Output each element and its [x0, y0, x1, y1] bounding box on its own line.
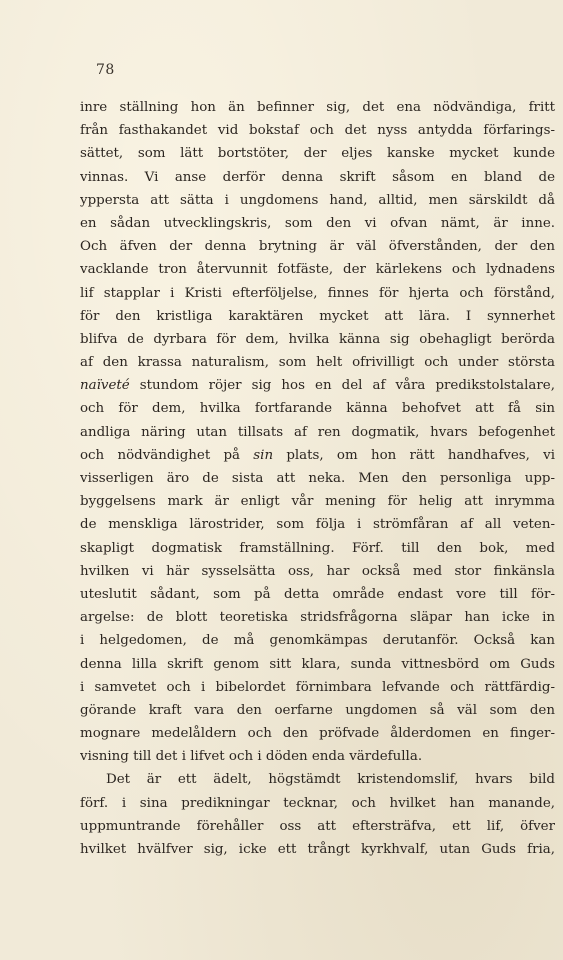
text-line: skapligt dogmatisk framställning. Förf. till den bok, med [80, 540, 555, 556]
text-line: Och äfven der denna brytning är väl öfverstånden, der den [80, 239, 555, 255]
text-line: visning till det i lifvet och i döden enda värdefulla. [80, 749, 423, 765]
text-line: lif stapplar i Kristi efterföljelse, finnes för hjerta och förstånd, [80, 285, 555, 301]
text-line: byggelsens mark är enligt vår mening för helig att inrymma [80, 494, 555, 510]
text-line: Det är ett ädelt, högstämdt kristendomslif, hvars bild [106, 772, 555, 788]
text-line: hvilken vi här sysselsätta oss, har också med stor finkänsla [80, 563, 555, 579]
text-line: förf. i sina predikningar tecknar, och hvilket han manande, [80, 795, 555, 811]
page-number: 78 [96, 62, 115, 78]
body-text [80, 96, 555, 861]
text-line: argelse: de blott teoretiska stridsfrågorna släpar han icke in [80, 610, 555, 626]
text-line: i helgedomen, de må genomkämpas derutanför. Också kan [80, 633, 555, 649]
text-line: sättet, som lätt bortstöter, der eljes kanske mycket kunde [80, 146, 555, 162]
text-line: uppmuntrande förehåller oss att eftersträfva, ett lif, öfver [80, 818, 555, 834]
text-line: af den krassa naturalism, som helt ofrivilligt och under största [80, 355, 555, 371]
text-line: i samvetet och i bibelordet förnimbara lefvande och rättfärdig- [80, 679, 555, 695]
italic-word: naïveté [80, 378, 130, 394]
line-remainder: plats, om hon rätt handhafves, vi [273, 447, 555, 463]
text-line: vacklande tron återvunnit fotfäste, der kärlekens och lydnadens [80, 262, 555, 278]
text-line: uteslutit sådant, som på detta område endast vore till för- [80, 586, 555, 602]
text-line: mognare medelåldern och den pröfvade ålderdomen en finger- [80, 726, 555, 742]
line-remainder: stundom röjer sig hos en del af våra predikstolstalare, [129, 378, 555, 394]
text-line: blifva de dyrbara för dem, hvilka känna sig obehagligt berörda [80, 331, 555, 347]
text-line: visserligen äro de sista att neka. Men den personliga upp- [80, 471, 555, 486]
text-line: hvilket hvälfver sig, icke ett trångt kyrkhvalf, utan Guds fria, [80, 842, 555, 857]
text-line: denna lilla skrift genom sitt klara, sunda vittnesbörd om Guds [80, 656, 555, 672]
text-line: en sådan utvecklingskris, som den vi ofvan nämt, är inne. [80, 215, 555, 231]
text-line: andliga näring utan tillsats af ren dogmatik, hvars befogenhet [80, 424, 555, 440]
text-line: yppersta att sätta i ungdomens hand, alltid, men särskildt då [80, 192, 555, 208]
text-line [80, 444, 555, 467]
line-start: och nödvändighet på [80, 447, 254, 463]
text-line: görande kraft vara den oerfarne ungdomen så väl som den [80, 702, 555, 718]
text-line [80, 374, 555, 397]
italic-word: sin [253, 447, 274, 463]
text-line: vinnas. Vi anse derför denna skrift såsom en bland de [80, 169, 555, 185]
text-line: inre ställning hon än befinner sig, det ena nödvändiga, fritt [80, 100, 555, 115]
text-line: från fasthakandet vid bokstaf och det nyss antydda förfarings- [80, 123, 555, 139]
text-line: de menskliga lärostrider, som följa i strömfåran af all veten- [80, 517, 555, 533]
text-line: för den kristliga karaktären mycket att lära. I synnerhet [80, 308, 555, 324]
text-line: och för dem, hvilka fortfarande känna behofvet att få sin [80, 401, 555, 417]
